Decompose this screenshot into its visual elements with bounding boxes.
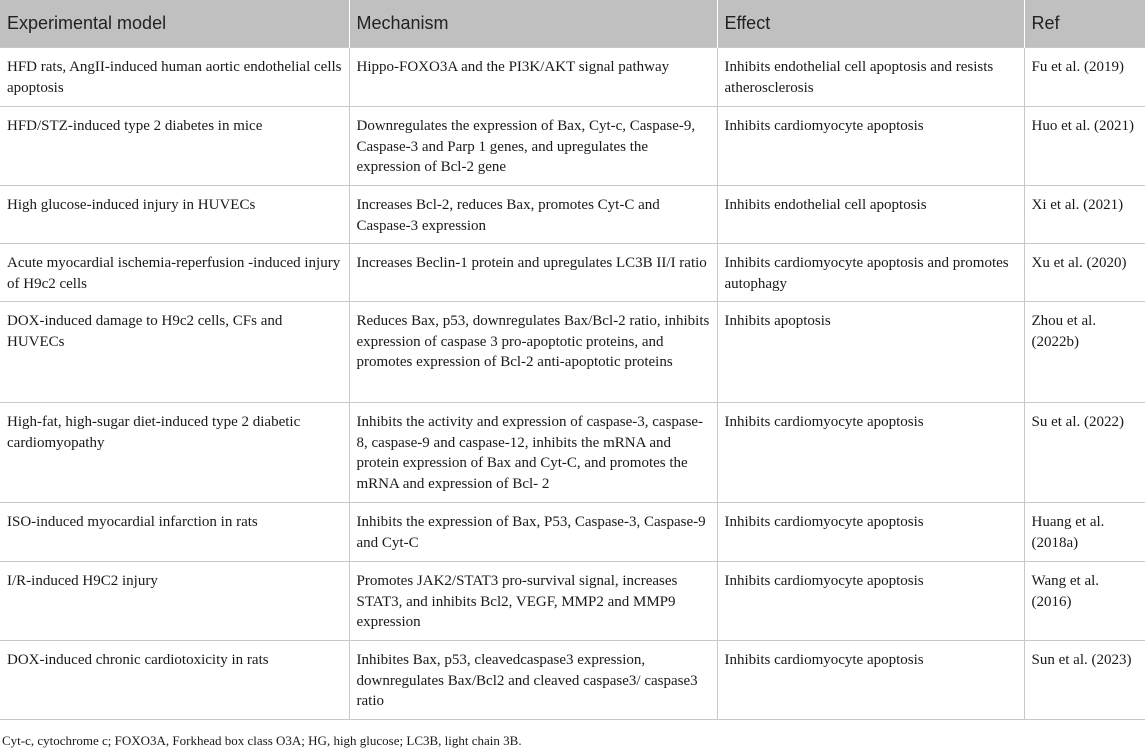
cell-model: HFD rats, AngII-induced human aortic endothelial cells apoptosis bbox=[0, 48, 349, 107]
cell-model: I/R-induced H9C2 injury bbox=[0, 562, 349, 641]
cell-model: DOX-induced damage to H9c2 cells, CFs and HUVECs bbox=[0, 302, 349, 403]
cell-mechanism: Inhibites Bax, p53, cleavedcaspase3 expression, downregulates Bax/Bcl2 and cleaved caspase3/ caspase3 ratio bbox=[349, 641, 717, 720]
cell-effect: Inhibits cardiomyocyte apoptosis and promotes autophagy bbox=[717, 244, 1024, 302]
table-row bbox=[0, 48, 1145, 107]
table-footnote: Cyt-c, cytochrome c; FOXO3A, Forkhead box class O3A; HG, high glucose; LC3B, light chain 3B. bbox=[2, 733, 522, 748]
cell-mechanism: Inhibits the expression of Bax, P53, Caspase-3, Caspase-9 and Cyt-C bbox=[349, 503, 717, 562]
cell-mechanism: Inhibits the activity and expression of caspase-3, caspase-8, caspase-9 and caspase-12, inhibits the mRNA and protein expression of Bax and Cyt-C, and promotes the mRNA and expression of Bcl- 2 bbox=[349, 403, 717, 503]
table-row bbox=[0, 503, 1145, 562]
table-row bbox=[0, 403, 1145, 503]
cell-ref: Zhou et al. (2022b) bbox=[1024, 302, 1145, 403]
header-effect: Effect bbox=[717, 0, 1024, 48]
cell-ref: Huang et al. (2018a) bbox=[1024, 503, 1145, 562]
table-row bbox=[0, 186, 1145, 244]
cell-effect: Inhibits endothelial cell apoptosis bbox=[717, 186, 1024, 244]
cell-effect: Inhibits cardiomyocyte apoptosis bbox=[717, 641, 1024, 720]
cell-effect: Inhibits endothelial cell apoptosis and resists atherosclerosis bbox=[717, 48, 1024, 107]
cell-effect: Inhibits cardiomyocyte apoptosis bbox=[717, 562, 1024, 641]
cell-model: Acute myocardial ischemia-reperfusion -induced injury of H9c2 cells bbox=[0, 244, 349, 302]
cell-ref: Wang et al. (2016) bbox=[1024, 562, 1145, 641]
table-row bbox=[0, 244, 1145, 302]
cell-ref: Huo et al. (2021) bbox=[1024, 107, 1145, 186]
table-row bbox=[0, 302, 1145, 403]
cell-mechanism: Downregulates the expression of Bax, Cyt-c, Caspase-9, Caspase-3 and Parp 1 genes, and upregulates the expression of Bcl-2 gene bbox=[349, 107, 717, 186]
cell-model: HFD/STZ-induced type 2 diabetes in mice bbox=[0, 107, 349, 186]
cell-effect: Inhibits cardiomyocyte apoptosis bbox=[717, 403, 1024, 503]
table-row bbox=[0, 562, 1145, 641]
header-ref: Ref bbox=[1024, 0, 1145, 48]
table-row bbox=[0, 107, 1145, 186]
header-experimental-model: Experimental model bbox=[0, 0, 349, 48]
cell-model: ISO-induced myocardial infarction in rats bbox=[0, 503, 349, 562]
cell-ref: Xi et al. (2021) bbox=[1024, 186, 1145, 244]
cell-effect: Inhibits cardiomyocyte apoptosis bbox=[717, 107, 1024, 186]
cell-effect: Inhibits apoptosis bbox=[717, 302, 1024, 403]
table-row bbox=[0, 641, 1145, 720]
cell-ref: Sun et al. (2023) bbox=[1024, 641, 1145, 720]
cell-mechanism: Increases Bcl-2, reduces Bax, promotes Cyt-C and Caspase-3 expression bbox=[349, 186, 717, 244]
cell-mechanism: Increases Beclin-1 protein and upregulates LC3B II/I ratio bbox=[349, 244, 717, 302]
table-header-row bbox=[0, 0, 1145, 48]
cell-mechanism: Promotes JAK2/STAT3 pro-survival signal, increases STAT3, and inhibits Bcl2, VEGF, MMP2 and MMP9 expression bbox=[349, 562, 717, 641]
cell-ref: Fu et al. (2019) bbox=[1024, 48, 1145, 107]
cell-effect: Inhibits cardiomyocyte apoptosis bbox=[717, 503, 1024, 562]
cell-model: DOX-induced chronic cardiotoxicity in rats bbox=[0, 641, 349, 720]
cell-ref: Su et al. (2022) bbox=[1024, 403, 1145, 503]
cell-mechanism: Reduces Bax, p53, downregulates Bax/Bcl-2 ratio, inhibits expression of caspase 3 pro-apoptotic proteins, and promotes expression of Bcl-2 anti-apoptotic proteins bbox=[349, 302, 717, 403]
cell-ref: Xu et al. (2020) bbox=[1024, 244, 1145, 302]
header-mechanism: Mechanism bbox=[349, 0, 717, 48]
cell-model: High glucose-induced injury in HUVECs bbox=[0, 186, 349, 244]
cell-mechanism: Hippo-FOXO3A and the PI3K/AKT signal pathway bbox=[349, 48, 717, 107]
cell-model: High-fat, high-sugar diet-induced type 2 diabetic cardiomyopathy bbox=[0, 403, 349, 503]
